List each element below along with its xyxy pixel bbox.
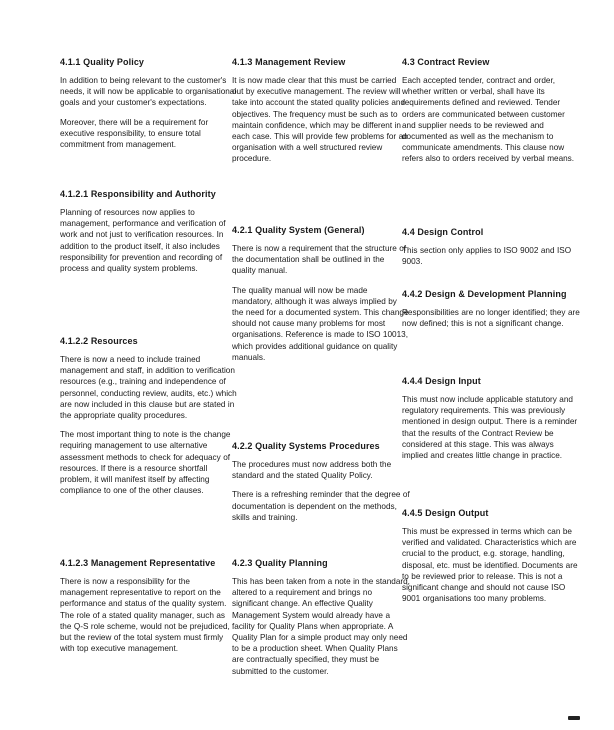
- section-heading: 4.2.1 Quality System (General): [232, 225, 365, 235]
- section-4-4: [402, 226, 580, 275]
- section-4-1-1: [60, 56, 238, 158]
- section-4-2-2: [232, 440, 410, 531]
- section-paragraph: This has been taken from a note in the standard, altered to a requirement and brings no significant change. An effective Quality Management System would already have a facility for Quality Plans when appropriate. A Quality Plan for a simple product may only need to be a production sheet. When Quality Plans are contractually specified, they must be submitted to the customer.: [232, 577, 410, 676]
- section-paragraph: In addition to being relevant to the customer's needs, it will now be applicable to organisational goals and your customer's expectations.: [60, 76, 237, 108]
- section-4-3: [402, 56, 580, 173]
- section-heading: 4.4.2 Design & Development Planning: [402, 289, 567, 299]
- section-heading: 4.4.5 Design Output: [402, 508, 489, 518]
- section-paragraph: There is now a requirement that the structure of the documentation shall be outlined in the quality manual.: [232, 244, 407, 276]
- section-paragraph: Planning of resources now applies to management, performance and verification of work and not just to verification resources. In addition to the product itself, it also includes responsibility for prevention and recording of process and quality system problems.: [60, 208, 226, 274]
- section-heading: 4.1.2.1 Responsibility and Authority: [60, 189, 216, 199]
- section-heading: 4.1.2.2 Resources: [60, 336, 138, 346]
- section-heading: 4.2.3 Quality Planning: [232, 558, 328, 568]
- section-paragraph: The procedures must now address both the standard and the stated Quality Policy.: [232, 460, 392, 481]
- section-4-2-3: [232, 557, 410, 685]
- section-paragraph: This must be expressed in terms which can be verified and validated. Characteristics which are crucial to the product, e.g. storage, handling, disposal, etc. must be identified. Documents are to be reviewed prior to release. This is not a significant change and should not cause ISO 9001 organisations too many problems.: [402, 527, 578, 604]
- section-paragraph: There is a refreshing reminder that the degree of documentation is dependent on the methods, skills and training.: [232, 490, 410, 522]
- section-paragraph: It is now made clear that this must be carried out by executive management. The review will take into account the stated quality policies and objectives. The frequency must be such as to maintain confidence, which may be different in each case. This will provide few problems for an organisation with a well structured review procedure.: [232, 76, 408, 164]
- section-4-2-1: [232, 224, 410, 371]
- section-heading: 4.3 Contract Review: [402, 57, 490, 67]
- section-heading: 4.1.1 Quality Policy: [60, 57, 145, 67]
- section-paragraph: This must now include applicable statutory and regulatory requirements. This was previously mentioned in design output. There is a reminder that the results of the Contract Review be considered at this stage. This was always implied and creates little change in practice.: [402, 395, 578, 461]
- section-paragraph: There is now a need to include trained management and staff, in addition to verification resources (e.g., training and independence of personnel, conducting review, audits, etc.) which are now included in this clause but are stated in the appropriate quality procedures.: [60, 355, 237, 421]
- section-4-1-2-3: [60, 557, 238, 662]
- section-heading: 4.4 Design Control: [402, 227, 484, 237]
- section-paragraph: Moreover, there will be a requirement for executive responsibility, to ensure total commitment from management.: [60, 117, 209, 150]
- section-heading: 4.1.2.3 Management Representative: [60, 558, 216, 568]
- section-4-1-3: [232, 56, 410, 173]
- section-paragraph: This section only applies to ISO 9002 and ISO 9003.: [402, 246, 572, 267]
- section-4-4-5: [402, 507, 580, 612]
- section-paragraph: The quality manual will now be made mandatory, although it was always implied by the need for a documented system. This change should not cause many problems for most organisations. Reference is made to ISO 10013, which provides additional guidance on quality manuals.: [232, 285, 409, 362]
- section-heading: 4.1.3 Management Review: [232, 57, 346, 67]
- section-paragraph: There is now a responsibility for the management representative to report on the performance and status of the quality system. The role of a stated quality manager, such as the Q-S role scheme, would not be prejudiced, but the review of the total system must firmly with top executive management.: [60, 577, 230, 654]
- section-4-1-2-2: [60, 335, 238, 504]
- section-4-1-2-1: [60, 188, 238, 282]
- section-paragraph: The most important thing to note is the change requiring management to use alternative assessment methods to check for adequacy of resources. If there is a resource shortfall problem, it will manifest itself by affecting compliance to one of the other clauses.: [60, 430, 231, 496]
- section-heading: 4.4.4 Design Input: [402, 376, 481, 386]
- section-4-4-2: [402, 288, 580, 337]
- section-paragraph: Each accepted tender, contract and order, whether written or verbal, shall have its requirements defined and reviewed. Tender orders are communicated between customer and supplier needs to be reviewed and documented as well as the mechanism to communicate amendments. This clause now refers also to orders received by verbal means.: [402, 76, 575, 164]
- section-4-4-4: [402, 375, 580, 469]
- section-paragraph: Responsibilities are no longer identified; they are now defined; this is not a significant change.: [402, 308, 580, 329]
- section-heading: 4.2.2 Quality Systems Procedures: [232, 441, 380, 451]
- corner-scan-mark: [568, 716, 580, 720]
